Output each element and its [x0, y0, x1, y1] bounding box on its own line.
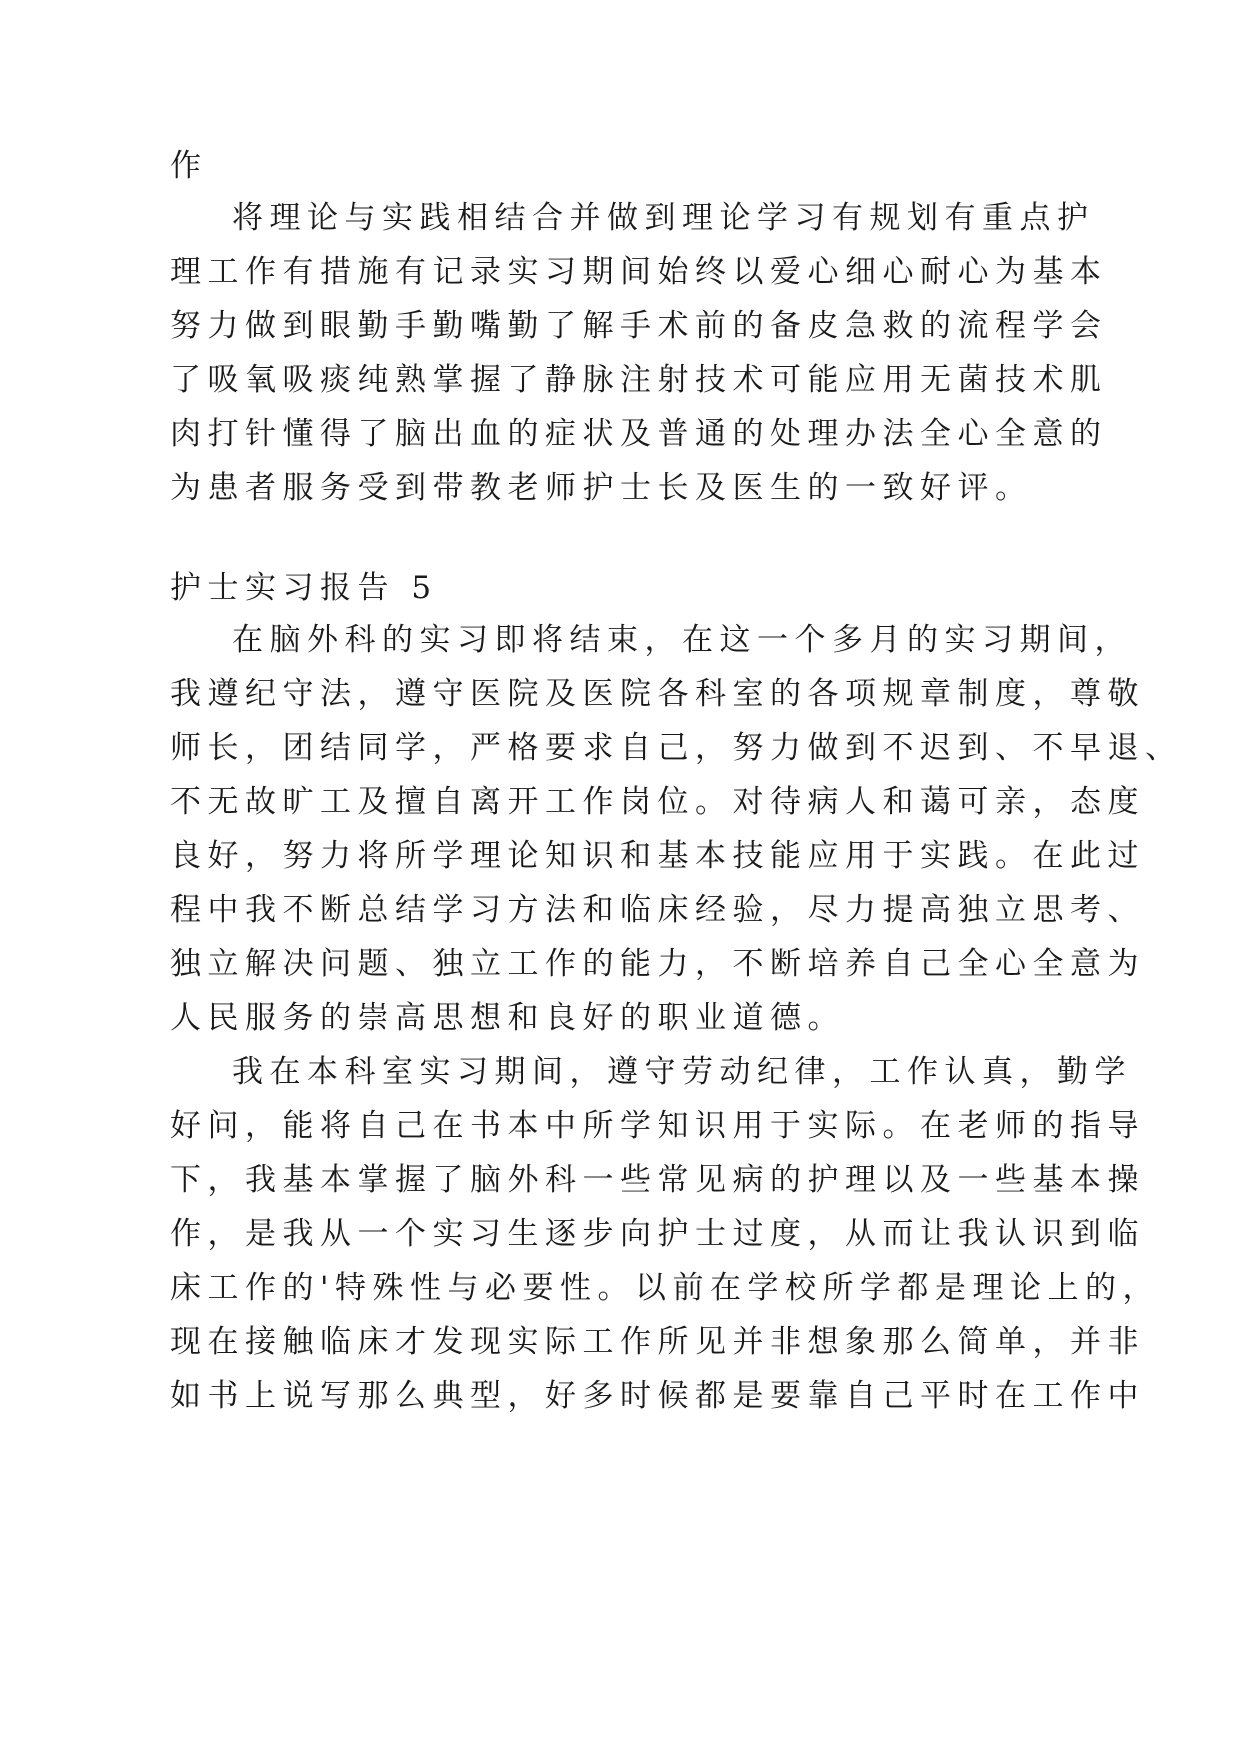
text-line: 了吸氧吸痰纯熟掌握了静脉注射技术可能应用无菌技术肌 [170, 362, 1108, 398]
text-line: 努力做到眼勤手勤嘴勤了解手术前的备皮急救的流程学会 [170, 308, 1108, 344]
text-line: 现在接触临床才发现实际工作所见并非想象那么简单，并非 [170, 1324, 1145, 1360]
text-line: 在脑外科的实习即将结束，在这一个多月的实习期间， [232, 622, 1132, 658]
text-line: 床工作的'特殊性与必要性。以前在学校所学都是理论上的， [170, 1270, 1161, 1306]
text-line: 将理论与实践相结合并做到理论学习有规划有重点护 [232, 200, 1095, 236]
text-line: 师长，团结同学，严格要求自己，努力做到不迟到、不早退、 [170, 730, 1183, 766]
text-line: 下，我基本掌握了脑外科一些常见病的护理以及一些基本操 [170, 1162, 1145, 1198]
text-line: 独立解决问题、独立工作的能力，不断培养自己全心全意为 [170, 946, 1145, 982]
section-heading: 护士实习报告 5 [170, 570, 438, 606]
text-line: 好问，能将自己在书本中所学知识用于实际。在老师的指导 [170, 1108, 1145, 1144]
text-line: 作 [170, 148, 208, 184]
text-line: 人民服务的崇高思想和良好的职业道德。 [170, 1000, 845, 1036]
text-line: 肉打针懂得了脑出血的症状及普通的处理办法全心全意的 [170, 416, 1108, 452]
text-line: 不无故旷工及擅自离开工作岗位。对待病人和蔼可亲，态度 [170, 784, 1145, 820]
text-line: 我在本科室实习期间，遵守劳动纪律，工作认真，勤学 [232, 1054, 1132, 1090]
text-line: 我遵纪守法，遵守医院及医院各科室的各项规章制度，尊敬 [170, 676, 1145, 712]
text-line: 为患者服务受到带教老师护士长及医生的一致好评。 [170, 470, 1033, 506]
text-line: 程中我不断总结学习方法和临床经验，尽力提高独立思考、 [170, 892, 1145, 928]
text-line: 良好，努力将所学理论知识和基本技能应用于实践。在此过 [170, 838, 1145, 874]
text-line: 如书上说写那么典型，好多时候都是要靠自己平时在工作中 [170, 1378, 1145, 1414]
text-line: 理工作有措施有记录实习期间始终以爱心细心耐心为基本 [170, 254, 1108, 290]
text-line: 作，是我从一个实习生逐步向护士过度，从而让我认识到临 [170, 1216, 1145, 1252]
